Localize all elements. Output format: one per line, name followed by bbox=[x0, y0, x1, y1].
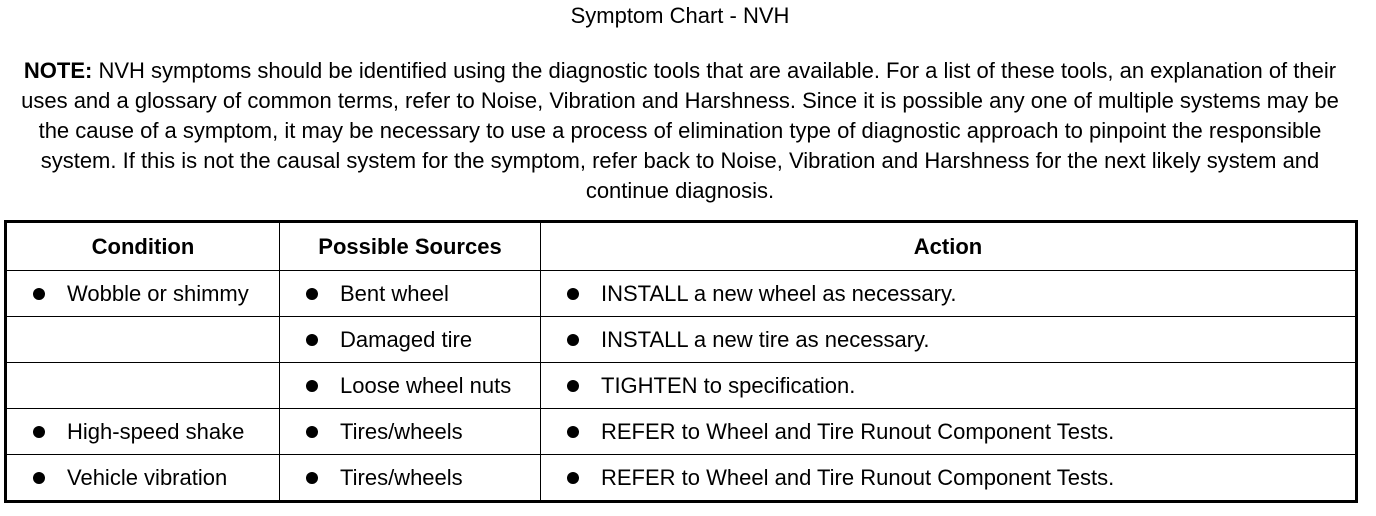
source-cell bbox=[280, 363, 541, 409]
note-text: NVH symptoms should be identified using the diagnostic tools that are available. For a list of these tools, an explanation of their uses and a glossary of common terms, refer to Noise, Vibration and Harshness. Since it is possible any one of multiple systems may be the cause of a symptom, it may be necessary to use a process of elimination type of diagnostic approach to pinpoint the responsible system. If this is not the causal system for the symptom, refer back to Noise, Vibration and Harshness for the next likely system and continue diagnosis. bbox=[21, 58, 1339, 203]
source-text: Bent wheel bbox=[340, 280, 449, 306]
action-text: TIGHTEN to specification. bbox=[601, 372, 856, 398]
bullet-icon bbox=[306, 334, 318, 346]
action-text: REFER to Wheel and Tire Runout Component Tests. bbox=[601, 418, 1115, 444]
condition-cell bbox=[6, 455, 280, 502]
action-cell bbox=[541, 455, 1357, 502]
note-label: NOTE: bbox=[23, 58, 93, 83]
bullet-icon bbox=[567, 426, 579, 438]
action-cell bbox=[541, 317, 1357, 363]
bullet-icon bbox=[33, 288, 45, 300]
source-text: Loose wheel nuts bbox=[340, 372, 512, 398]
action-text: REFER to Wheel and Tire Runout Component Tests. bbox=[601, 464, 1115, 490]
condition-cell-empty bbox=[6, 363, 280, 409]
table-row bbox=[6, 455, 1357, 502]
action-cell bbox=[541, 409, 1357, 455]
action-text: INSTALL a new tire as necessary. bbox=[601, 326, 930, 352]
symptom-chart-table bbox=[4, 220, 1358, 503]
table-row bbox=[6, 271, 1357, 317]
bullet-icon bbox=[306, 288, 318, 300]
action-cell bbox=[541, 271, 1357, 317]
header-condition: Condition bbox=[6, 222, 280, 271]
source-text: Damaged tire bbox=[340, 326, 473, 352]
source-cell bbox=[280, 271, 541, 317]
bullet-icon bbox=[33, 472, 45, 484]
table-header-row bbox=[6, 222, 1357, 271]
action-cell bbox=[541, 363, 1357, 409]
condition-cell bbox=[6, 409, 280, 455]
bullet-icon bbox=[567, 288, 579, 300]
source-cell bbox=[280, 455, 541, 502]
bullet-icon bbox=[567, 380, 579, 392]
condition-text: Vehicle vibration bbox=[67, 464, 228, 490]
condition-cell-empty bbox=[6, 317, 280, 363]
table-row bbox=[6, 363, 1357, 409]
condition-text: High-speed shake bbox=[67, 418, 245, 444]
source-text: Tires/wheels bbox=[340, 464, 463, 490]
bullet-icon bbox=[567, 472, 579, 484]
bullet-icon bbox=[306, 472, 318, 484]
condition-text: Wobble or shimmy bbox=[67, 280, 249, 306]
condition-cell bbox=[6, 271, 280, 317]
page-title: Symptom Chart - NVH bbox=[570, 3, 790, 28]
source-cell bbox=[280, 409, 541, 455]
source-cell bbox=[280, 317, 541, 363]
action-text: INSTALL a new wheel as necessary. bbox=[601, 280, 957, 306]
note-paragraph bbox=[4, 56, 1356, 206]
source-text: Tires/wheels bbox=[340, 418, 463, 444]
header-action: Action bbox=[541, 222, 1357, 271]
header-possible-sources: Possible Sources bbox=[280, 222, 541, 271]
bullet-icon bbox=[33, 426, 45, 438]
bullet-icon bbox=[306, 380, 318, 392]
table-row bbox=[6, 317, 1357, 363]
bullet-icon bbox=[567, 334, 579, 346]
bullet-icon bbox=[306, 426, 318, 438]
table-row bbox=[6, 409, 1357, 455]
